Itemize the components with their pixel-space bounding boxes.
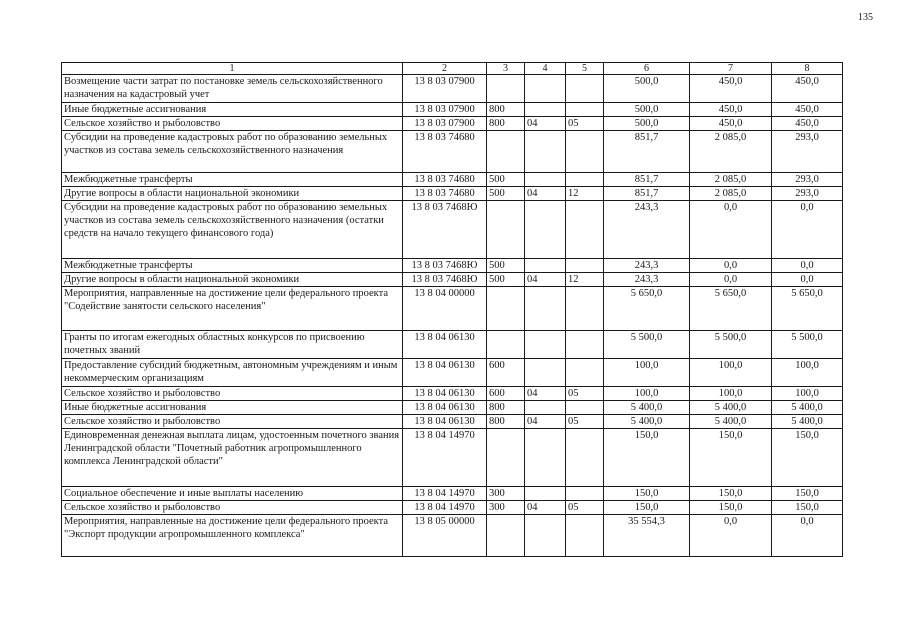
row-value-3-cell: 450,0 [772,75,843,103]
table-row [62,501,843,515]
row-code-cell: 13 8 04 06130 [403,359,487,387]
row-vr-cell: 800 [487,401,525,415]
row-code-cell: 13 8 04 06130 [403,415,487,429]
row-vr-cell: 800 [487,415,525,429]
row-name-cell: Сельское хозяйство и рыболовство [62,501,403,515]
table-row [62,131,843,173]
row-pr-cell [566,103,604,117]
table-row [62,401,843,415]
row-pr-cell: 05 [566,501,604,515]
row-code-cell: 13 8 03 74680 [403,187,487,201]
row-rz-cell [525,331,566,359]
row-pr-cell [566,201,604,259]
row-vr-cell [487,131,525,173]
row-name-cell: Мероприятия, направленные на достижение цели федерального проекта "Содействие занятости сельского населения" [62,287,403,331]
row-value-3-cell: 293,0 [772,187,843,201]
row-vr-cell: 500 [487,187,525,201]
row-name-cell: Сельское хозяйство и рыболовство [62,117,403,131]
row-value-2-cell: 450,0 [690,117,772,131]
row-vr-cell [487,75,525,103]
row-pr-cell: 05 [566,387,604,401]
row-name-cell: Единовременная денежная выплата лицам, удостоенным почетного звания Ленинградской области "Почетный работник агропромышленного комплекса Ленинградской области" [62,429,403,487]
row-value-3-cell: 100,0 [772,387,843,401]
row-code-cell: 13 8 03 07900 [403,117,487,131]
row-rz-cell [525,201,566,259]
row-value-2-cell: 2 085,0 [690,173,772,187]
row-rz-cell: 04 [525,187,566,201]
table-row [62,515,843,557]
row-code-cell: 13 8 05 00000 [403,515,487,557]
header-cell: 6 [604,63,690,75]
header-cell: 5 [566,63,604,75]
row-value-3-cell: 150,0 [772,487,843,501]
table-row [62,487,843,501]
row-value-1-cell: 851,7 [604,131,690,173]
row-name-cell: Субсидии на проведение кадастровых работ по образованию земельных участков из состава земель сельскохозяйственного назначения [62,131,403,173]
row-value-3-cell: 5 400,0 [772,401,843,415]
table-header-row [62,63,843,75]
row-name-cell: Межбюджетные трансферты [62,259,403,273]
row-name-cell: Возмещение части затрат по постановке земель сельскохозяйственного назначения на кадастровый учет [62,75,403,103]
row-code-cell: 13 8 03 07900 [403,75,487,103]
row-rz-cell [525,287,566,331]
row-value-1-cell: 150,0 [604,487,690,501]
row-code-cell: 13 8 03 07900 [403,103,487,117]
row-vr-cell: 600 [487,387,525,401]
row-value-3-cell: 0,0 [772,259,843,273]
row-code-cell: 13 8 03 74680 [403,131,487,173]
row-rz-cell [525,173,566,187]
table-row [62,103,843,117]
table-row [62,173,843,187]
row-value-1-cell: 35 554,3 [604,515,690,557]
row-code-cell: 13 8 04 14970 [403,487,487,501]
table-row [62,287,843,331]
row-rz-cell [525,259,566,273]
row-vr-cell: 300 [487,487,525,501]
table-row [62,187,843,201]
row-value-1-cell: 243,3 [604,201,690,259]
row-vr-cell: 500 [487,273,525,287]
table-row [62,75,843,103]
row-name-cell: Иные бюджетные ассигнования [62,103,403,117]
row-code-cell: 13 8 04 14970 [403,501,487,515]
row-value-2-cell: 0,0 [690,273,772,287]
row-pr-cell [566,401,604,415]
row-value-2-cell: 150,0 [690,429,772,487]
header-cell: 7 [690,63,772,75]
row-vr-cell [487,201,525,259]
row-value-1-cell: 243,3 [604,259,690,273]
row-pr-cell [566,515,604,557]
row-pr-cell [566,331,604,359]
row-value-3-cell: 0,0 [772,515,843,557]
row-rz-cell [525,487,566,501]
row-rz-cell [525,103,566,117]
row-value-3-cell: 5 400,0 [772,415,843,429]
table-row [62,117,843,131]
row-code-cell: 13 8 04 14970 [403,429,487,487]
row-rz-cell: 04 [525,415,566,429]
row-rz-cell: 04 [525,501,566,515]
header-cell: 1 [62,63,403,75]
row-value-1-cell: 5 400,0 [604,415,690,429]
row-pr-cell: 05 [566,117,604,131]
table-body [62,75,843,557]
row-value-1-cell: 500,0 [604,75,690,103]
row-pr-cell [566,429,604,487]
row-rz-cell [525,401,566,415]
row-name-cell: Социальное обеспечение и иные выплаты населению [62,487,403,501]
row-rz-cell [525,75,566,103]
row-value-2-cell: 150,0 [690,487,772,501]
row-pr-cell [566,287,604,331]
row-name-cell: Предоставление субсидий бюджетным, автономным учреждениям и иным некоммерческим организациям [62,359,403,387]
row-name-cell: Сельское хозяйство и рыболовство [62,387,403,401]
header-cell: 3 [487,63,525,75]
row-value-3-cell: 450,0 [772,117,843,131]
row-value-2-cell: 0,0 [690,201,772,259]
row-code-cell: 13 8 03 7468Ю [403,273,487,287]
row-vr-cell: 300 [487,501,525,515]
row-pr-cell [566,131,604,173]
row-rz-cell [525,131,566,173]
row-code-cell: 13 8 04 06130 [403,401,487,415]
table-row [62,273,843,287]
row-name-cell: Другие вопросы в области национальной экономики [62,187,403,201]
row-pr-cell [566,259,604,273]
header-cell: 2 [403,63,487,75]
row-name-cell: Мероприятия, направленные на достижение цели федерального проекта "Экспорт продукции агропромышленного комплекса" [62,515,403,557]
row-value-3-cell: 150,0 [772,429,843,487]
row-value-3-cell: 293,0 [772,131,843,173]
row-value-3-cell: 100,0 [772,359,843,387]
row-value-1-cell: 5 650,0 [604,287,690,331]
row-name-cell: Другие вопросы в области национальной экономики [62,273,403,287]
row-value-1-cell: 851,7 [604,187,690,201]
row-vr-cell [487,287,525,331]
table-row [62,415,843,429]
row-value-3-cell: 5 500,0 [772,331,843,359]
row-vr-cell [487,331,525,359]
row-value-2-cell: 0,0 [690,515,772,557]
row-value-1-cell: 100,0 [604,387,690,401]
row-value-3-cell: 0,0 [772,273,843,287]
row-value-3-cell: 0,0 [772,201,843,259]
row-value-2-cell: 100,0 [690,387,772,401]
row-name-cell: Межбюджетные трансферты [62,173,403,187]
row-value-2-cell: 450,0 [690,75,772,103]
row-pr-cell [566,487,604,501]
row-value-1-cell: 243,3 [604,273,690,287]
row-value-2-cell: 5 650,0 [690,287,772,331]
row-vr-cell [487,429,525,487]
row-pr-cell [566,359,604,387]
row-code-cell: 13 8 04 06130 [403,387,487,401]
row-value-2-cell: 0,0 [690,259,772,273]
row-vr-cell: 800 [487,117,525,131]
row-rz-cell [525,429,566,487]
row-value-3-cell: 150,0 [772,501,843,515]
row-value-2-cell: 5 400,0 [690,401,772,415]
row-value-3-cell: 450,0 [772,103,843,117]
row-value-2-cell: 5 500,0 [690,331,772,359]
row-vr-cell: 800 [487,103,525,117]
row-value-2-cell: 450,0 [690,103,772,117]
row-value-1-cell: 150,0 [604,429,690,487]
row-value-2-cell: 5 400,0 [690,415,772,429]
row-value-2-cell: 2 085,0 [690,131,772,173]
header-cell: 4 [525,63,566,75]
row-code-cell: 13 8 04 00000 [403,287,487,331]
budget-table [61,62,843,557]
table-row [62,259,843,273]
table-row [62,359,843,387]
row-vr-cell: 600 [487,359,525,387]
table-row [62,201,843,259]
row-value-1-cell: 5 500,0 [604,331,690,359]
page-number: 135 [858,12,873,23]
row-vr-cell: 500 [487,259,525,273]
row-value-1-cell: 100,0 [604,359,690,387]
row-rz-cell [525,515,566,557]
row-pr-cell: 12 [566,187,604,201]
row-vr-cell [487,515,525,557]
row-code-cell: 13 8 03 74680 [403,173,487,187]
row-rz-cell: 04 [525,117,566,131]
row-value-3-cell: 293,0 [772,173,843,187]
table-row [62,387,843,401]
row-value-2-cell: 2 085,0 [690,187,772,201]
row-value-1-cell: 5 400,0 [604,401,690,415]
row-code-cell: 13 8 03 7468Ю [403,201,487,259]
row-value-1-cell: 500,0 [604,117,690,131]
row-code-cell: 13 8 04 06130 [403,331,487,359]
row-name-cell: Гранты по итогам ежегодных областных конкурсов по присвоению почетных званий [62,331,403,359]
row-value-1-cell: 851,7 [604,173,690,187]
row-pr-cell [566,173,604,187]
table-row [62,429,843,487]
row-vr-cell: 500 [487,173,525,187]
row-pr-cell [566,75,604,103]
row-rz-cell [525,359,566,387]
row-code-cell: 13 8 03 7468Ю [403,259,487,273]
table-row [62,331,843,359]
header-cell: 8 [772,63,843,75]
row-rz-cell: 04 [525,387,566,401]
row-value-1-cell: 500,0 [604,103,690,117]
row-name-cell: Субсидии на проведение кадастровых работ по образованию земельных участков из состава земель сельскохозяйственного назначения (остатки средств на начало текущего финансового года) [62,201,403,259]
row-value-2-cell: 100,0 [690,359,772,387]
row-name-cell: Иные бюджетные ассигнования [62,401,403,415]
row-rz-cell: 04 [525,273,566,287]
row-value-1-cell: 150,0 [604,501,690,515]
row-name-cell: Сельское хозяйство и рыболовство [62,415,403,429]
row-pr-cell: 12 [566,273,604,287]
row-value-2-cell: 150,0 [690,501,772,515]
row-pr-cell: 05 [566,415,604,429]
row-value-3-cell: 5 650,0 [772,287,843,331]
